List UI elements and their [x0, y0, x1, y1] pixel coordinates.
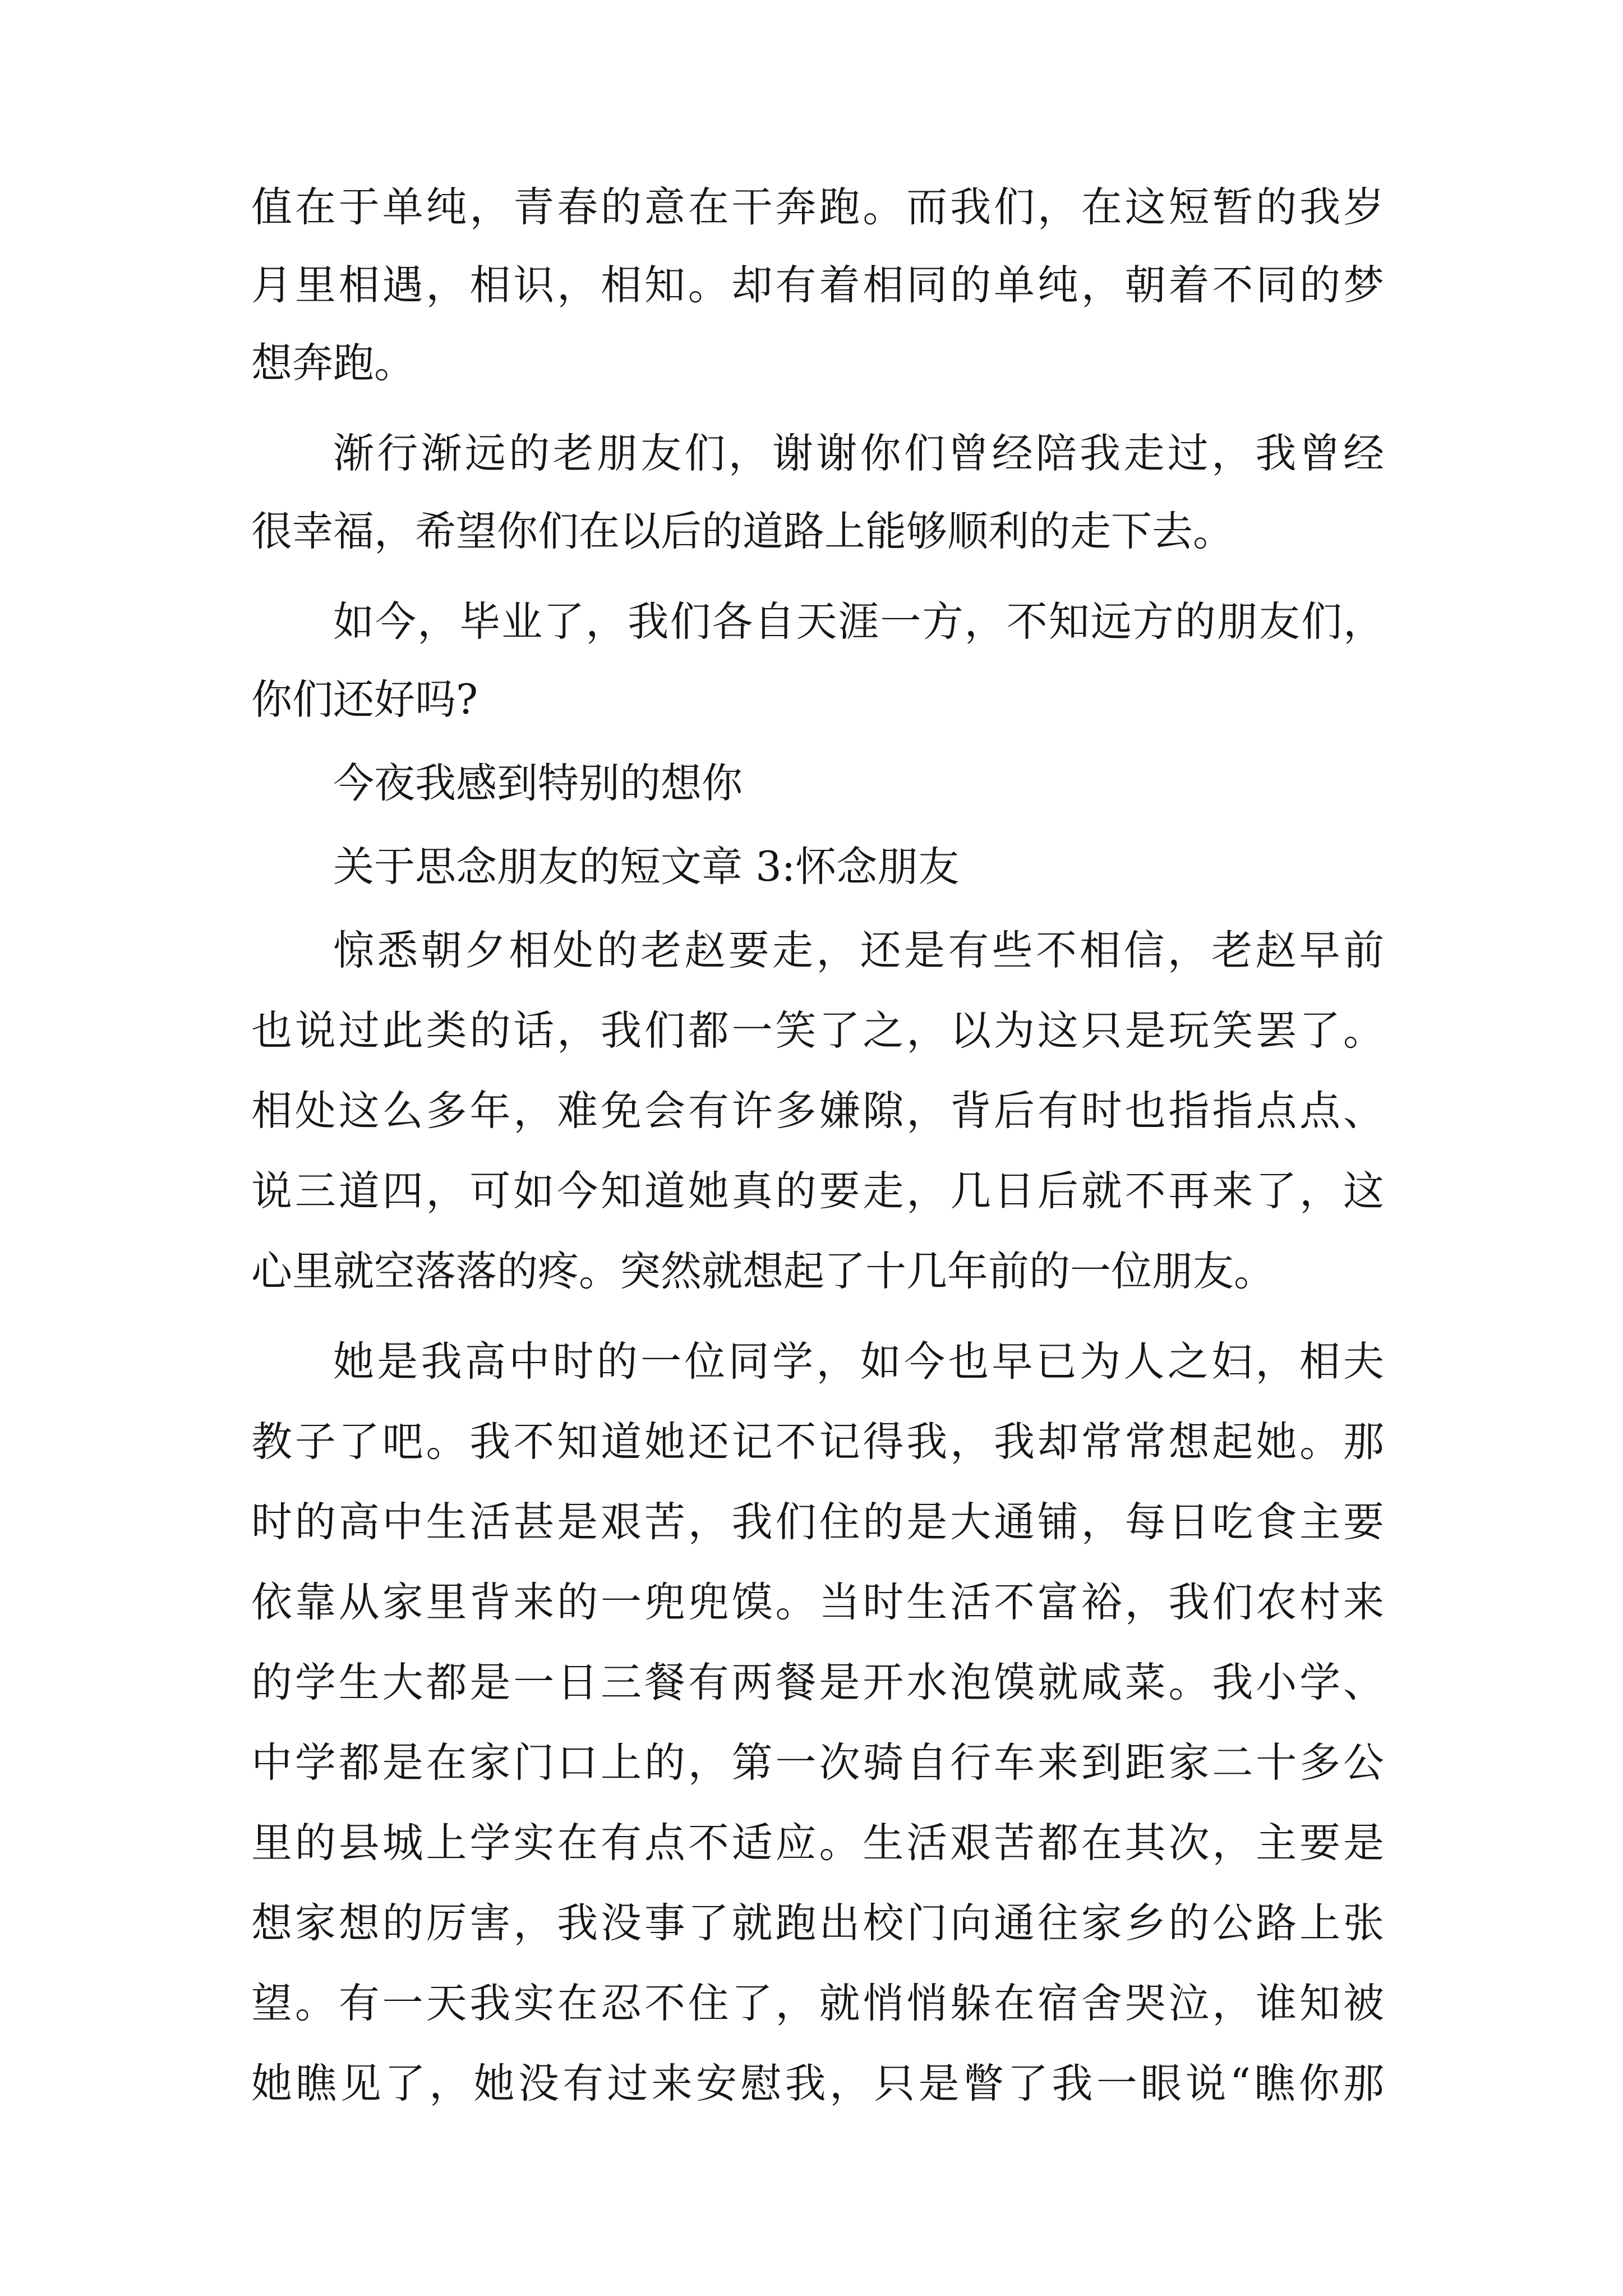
text-line: 时的高中生活甚是艰苦，我们住的是大通铺，每日吃食主要	[251, 1498, 1384, 1546]
text-line: 心里就空落落的疼。突然就想起了十几年前的一位朋友。	[251, 1248, 1275, 1295]
paragraph-first-line: 今夜我感到特别的想你	[333, 760, 743, 807]
text-line: 依靠从家里背来的一兜兜馍。当时生活不富裕，我们农村来	[251, 1579, 1384, 1626]
text-line: 月里相遇，相识，相知。却有着相同的单纯，朝着不同的梦	[251, 261, 1384, 309]
text-line: 也说过此类的话，我们都一笑了之，以为这只是玩笑罢了。	[251, 1007, 1384, 1055]
text-line: 望。有一天我实在忍不住了，就悄悄躲在宿舍哭泣，谁知被	[251, 1980, 1384, 2027]
text-line: 想奔跑。	[251, 339, 415, 387]
text-line: 值在于单纯，青春的意在干奔跑。而我们，在这短暂的我岁	[251, 183, 1384, 231]
text-line: 教子了吧。我不知道她还记不记得我，我却常常想起她。那	[251, 1418, 1384, 1466]
paragraph-first-line: 她是我高中时的一位同学，如今也早已为人之妇，相夫	[333, 1338, 1384, 1386]
text-line: 很幸福，希望你们在以后的道路上能够顺利的走下去。	[251, 508, 1234, 555]
text-line: 你们还好吗?	[251, 676, 478, 724]
text-line: 她瞧见了，她没有过来安慰我，只是瞥了我一眼说“瞧你那	[251, 2060, 1384, 2108]
text-line: 相处这么多年，难免会有许多嫌隙，背后有时也指指点点、	[251, 1087, 1384, 1135]
text-line: 里的县城上学实在有点不适应。生活艰苦都在其次，主要是	[251, 1819, 1384, 1867]
text-line: 中学都是在家门口上的，第一次骑自行车来到距家二十多公	[251, 1739, 1384, 1787]
section-heading: 关于思念朋友的短文章 3:怀念朋友	[333, 843, 960, 891]
paragraph-first-line: 渐行渐远的老朋友们，谢谢你们曾经陪我走过，我曾经	[333, 430, 1384, 477]
text-line: 的学生大都是一日三餐有两餐是开水泡馍就咸菜。我小学、	[251, 1659, 1384, 1706]
document-body	[251, 168, 1384, 2123]
text-line: 想家想的厉害，我没事了就跑出校门向通往家乡的公路上张	[251, 1899, 1384, 1947]
paragraph-first-line: 如今，毕业了，我们各自天涯一方，不知远方的朋友们，	[333, 598, 1384, 646]
paragraph-first-line: 惊悉朝夕相处的老赵要走，还是有些不相信，老赵早前	[333, 927, 1384, 974]
text-line: 说三道四，可如今知道她真的要走，几日后就不再来了，这	[251, 1167, 1384, 1215]
